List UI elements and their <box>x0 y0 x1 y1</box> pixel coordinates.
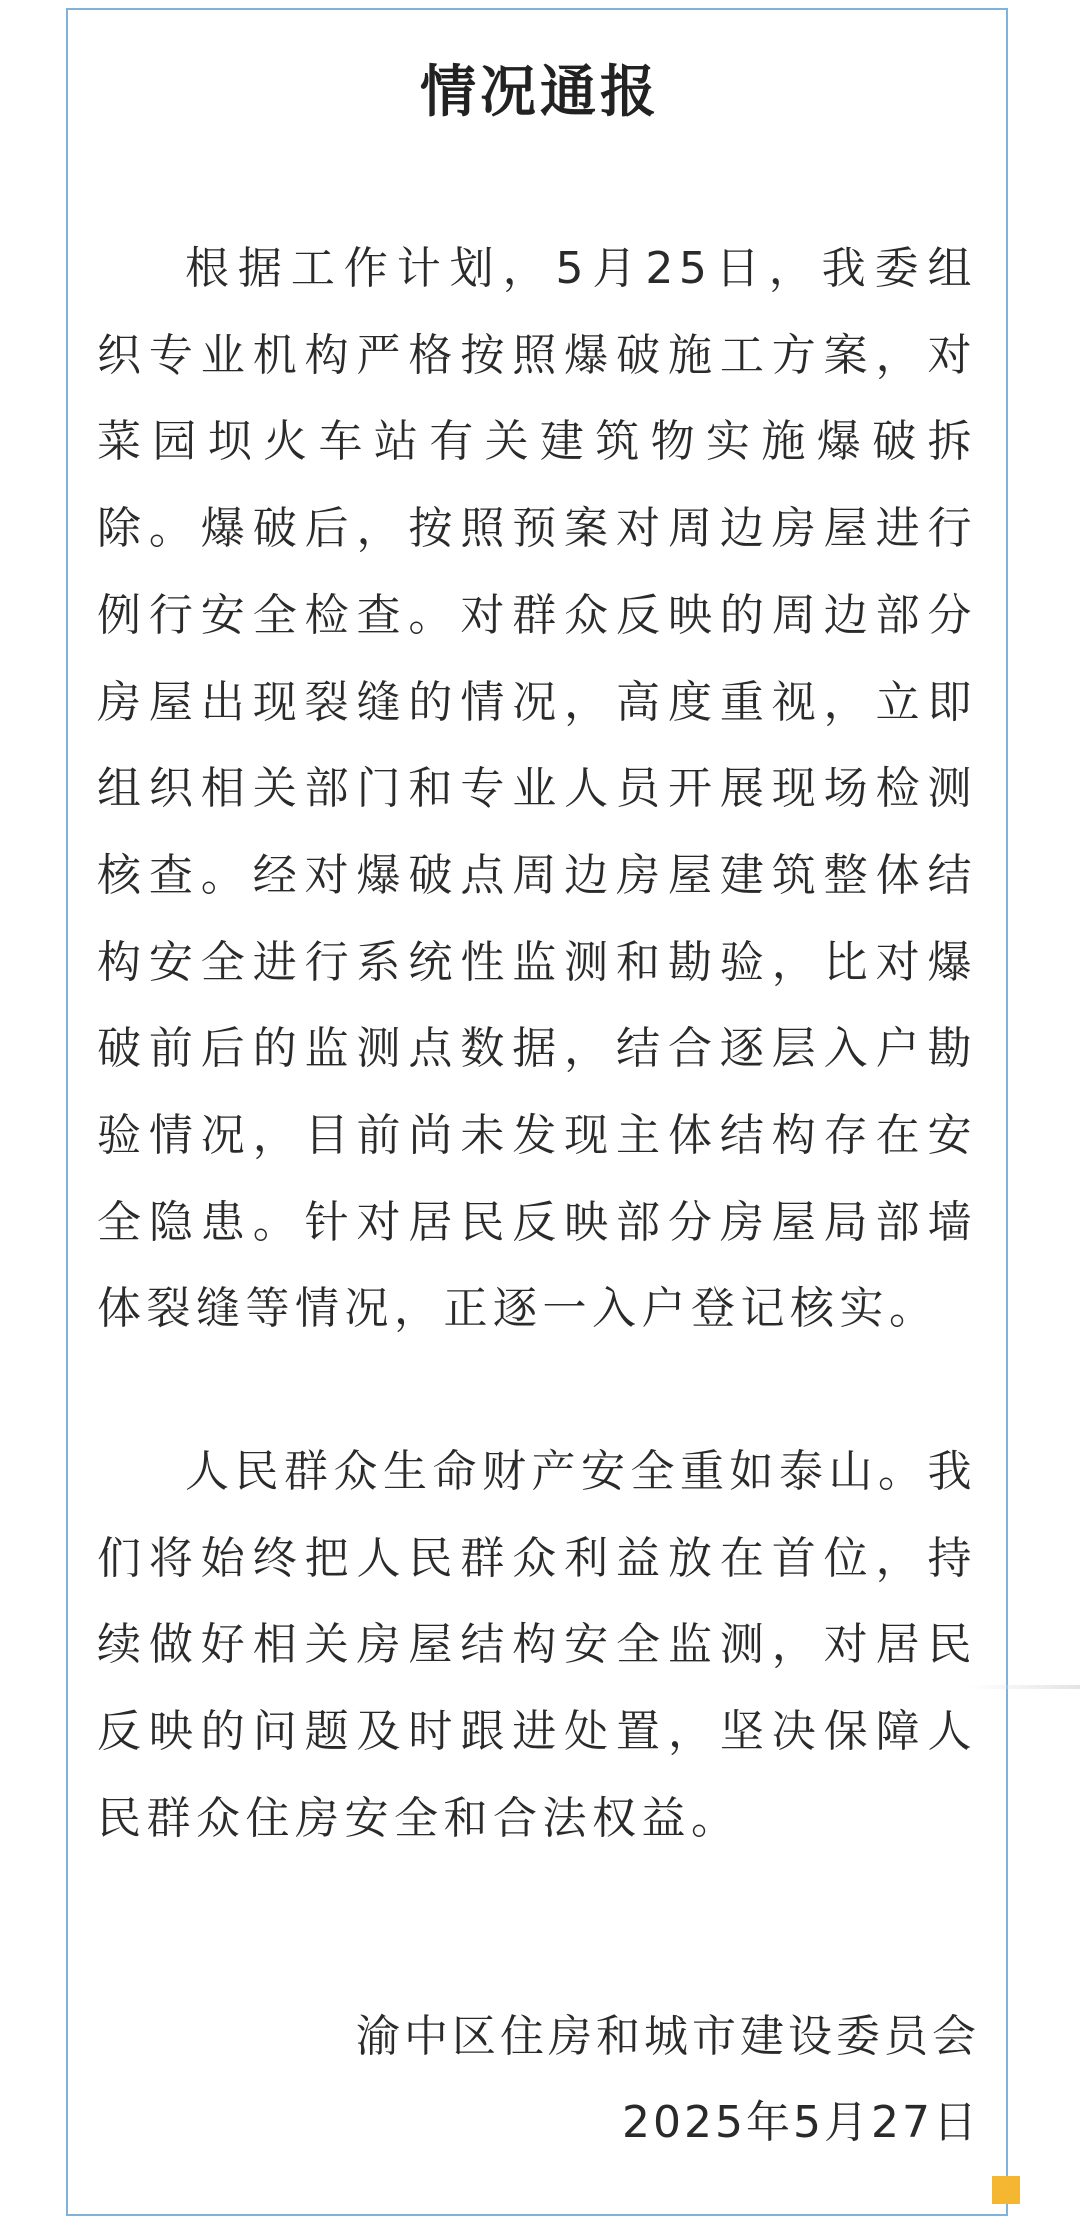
document-title: 情况通报 <box>420 60 660 125</box>
corner-mark <box>992 2176 1020 2204</box>
paragraph-findings: 根据工作计划，5月25日，我委组织专业机构严格按照爆破施工方案，对菜园坝火车站有关建筑物实施爆破拆除。爆破后，按照预案对周边房屋进行例行安全检查。对群众反映的周边部分房屋出现裂缝的情况，高度重视，立即组织相关部门和专业人员开展现场检测核查。经对爆破点周边房屋建筑整体结构安全进行系统性监测和勘验，比对爆破前后的监测点数据，结合逐层入户勘验情况，目前尚未发现主体结构存在安全隐患。针对居民反映部分房屋局部墙体裂缝等情况，正逐一入户登记核实。 <box>97 243 977 1335</box>
edge-artifact <box>970 1685 1080 1689</box>
issuing-authority: 渝中区住房和城市建设委员会 <box>356 2011 980 2062</box>
issue-date: 2025年5月27日 <box>622 2097 980 2148</box>
paragraph-commitment: 人民群众生命财产安全重如泰山。我们将始终把人民群众利益放在首位，持续做好相关房屋结构安全监测，对居民反映的问题及时跟进处置，坚决保障人民群众住房安全和合法权益。 <box>97 1446 977 1844</box>
